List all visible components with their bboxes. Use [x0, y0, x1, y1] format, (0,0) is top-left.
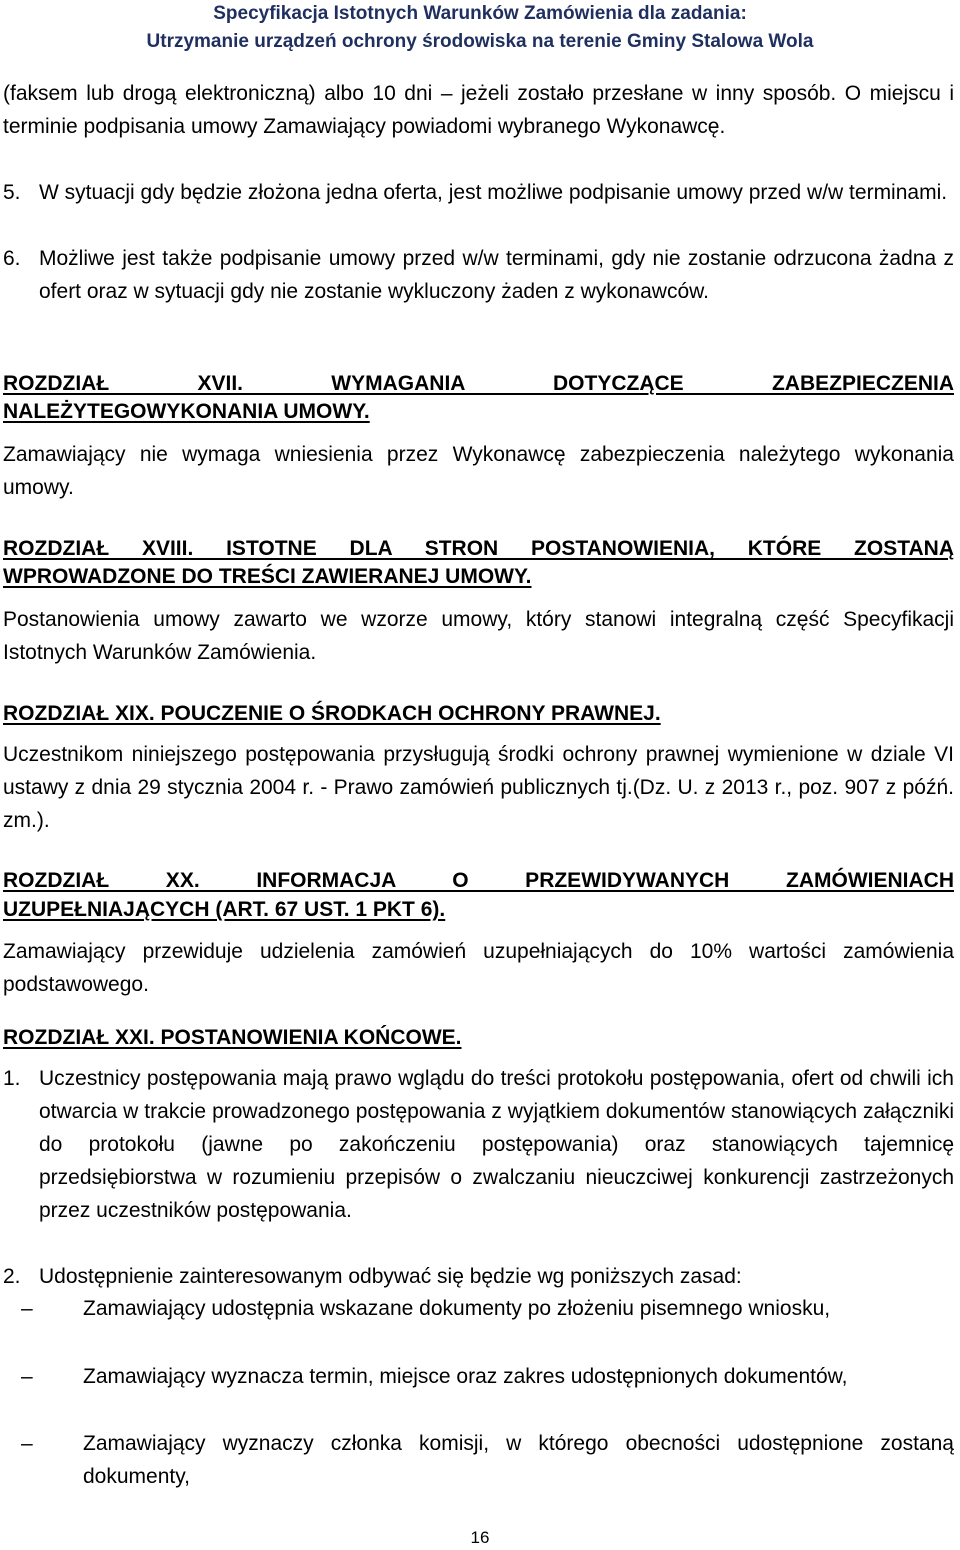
section-heading-xviii-line-2: WPROWADZONE DO TREŚCI ZAWIERANEJ UMOWY.: [3, 565, 532, 588]
list-item-2: [3, 1260, 954, 1293]
section-xviii-text: Postanowienia umowy zawarto we wzorze umowy, który stanowi integralną część Specyfikacji Istotnych Warunków Zamówienia.: [3, 608, 954, 664]
section-heading-xix: ROZDZIAŁ XIX. POUCZENIE O ŚRODKACH OCHRONY PRAWNEJ.: [3, 702, 661, 725]
list-item-text: Udostępnienie zainteresowanym odbywać się będzie wg poniższych zasad:: [39, 1265, 742, 1288]
list-item-text: Możliwe jest także podpisanie umowy przed w/w terminami, gdy nie zostanie odrzucona żadna z ofert oraz w sytuacji gdy nie zostanie wykluczony żaden z wykonawców.: [39, 247, 954, 303]
dash-bullet: –: [21, 1297, 33, 1320]
dash-item-text: Zamawiający udostępnia wskazane dokumenty po złożeniu pisemnego wniosku,: [83, 1297, 831, 1320]
section-heading-xvii-line-2: NALEŻYTEGOWYKONANIA UMOWY.: [3, 400, 370, 423]
list-item-number: 1.: [3, 1067, 21, 1090]
list-item-text: W sytuacji gdy będzie złożona jedna oferta, jest możliwe podpisanie umowy przed w/w terminami.: [39, 181, 948, 204]
section-heading-xx-line-1: ROZDZIAŁ XX. INFORMACJA O PRZEWIDYWANYCH ZAMÓWIENIACH: [3, 869, 954, 892]
dash-list-item-1: [3, 1292, 954, 1325]
header-line-1: Specyfikacja Istotnych Warunków Zamówienia dla zadania:: [213, 3, 747, 24]
dash-bullet: –: [21, 1365, 33, 1388]
list-item-number: 2.: [3, 1265, 21, 1288]
dash-list-item-3: [3, 1427, 954, 1493]
section-xx-text: Zamawiający przewiduje udzielenia zamówień uzupełniających do 10% wartości zamówienia podstawowego.: [3, 940, 954, 996]
list-item-6: [3, 242, 954, 308]
intro-paragraph: (faksem lub drogą elektroniczną) albo 10 dni – jeżeli zostało przesłane w inny sposób. O miejscu i terminie podpisania umowy Zamawiający powiadomi wybranego Wykonawcę.: [3, 82, 954, 138]
section-xvii-text: Zamawiający nie wymaga wniesienia przez Wykonawcę zabezpieczenia należytego wykonania umowy.: [3, 443, 954, 499]
list-item-number: 6.: [3, 247, 21, 270]
section-heading-xx-line-2: UZUPEŁNIAJĄCYCH (ART. 67 UST. 1 PKT 6).: [3, 898, 446, 921]
dash-item-text: Zamawiający wyznaczy członka komisji, w którego obecności udostępnione zostaną dokumenty,: [83, 1432, 954, 1488]
section-xix-text: Uczestnikom niniejszego postępowania przysługują środki ochrony prawnej wymienione w dziale VI ustawy z dnia 29 stycznia 2004 r. - Prawo zamówień publicznych tj.(Dz. U. z 2013 r., poz. 907 z późń. zm.).: [3, 743, 954, 832]
list-item-text: Uczestnicy postępowania mają prawo wglądu do treści protokołu postępowania, ofert od chwili ich otwarcia w trakcie prowadzonego postępowania z wyjątkiem dokumentów stanowiących załączniki do protokołu (jawne po zakończeniu postępowania) oraz stanowiących tajemnicę przedsiębiorstwa w rozumieniu przepisów o zwalczaniu nieuczciwej konkurencji zastrzeżonych przez uczestników postępowania.: [39, 1067, 954, 1222]
page-number: 16: [470, 1528, 490, 1547]
dash-bullet: –: [21, 1432, 33, 1455]
list-item-number: 5.: [3, 181, 21, 204]
list-item-5: [3, 176, 954, 209]
list-item-1: [3, 1062, 954, 1227]
dash-list-item-2: [3, 1360, 954, 1393]
section-heading-xvii-line-1: ROZDZIAŁ XVII. WYMAGANIA DOTYCZĄCE ZABEZPIECZENIA: [3, 372, 954, 395]
header-line-2: Utrzymanie urządzeń ochrony środowiska na terenie Gminy Stalowa Wola: [146, 31, 814, 52]
section-heading-xxi: ROZDZIAŁ XXI. POSTANOWIENIA KOŃCOWE.: [3, 1026, 462, 1049]
dash-item-text: Zamawiający wyznacza termin, miejsce oraz zakres udostępnionych dokumentów,: [83, 1365, 848, 1388]
section-heading-xviii-line-1: ROZDZIAŁ XVIII. ISTOTNE DLA STRON POSTANOWIENIA, KTÓRE ZOSTANĄ: [3, 537, 954, 560]
